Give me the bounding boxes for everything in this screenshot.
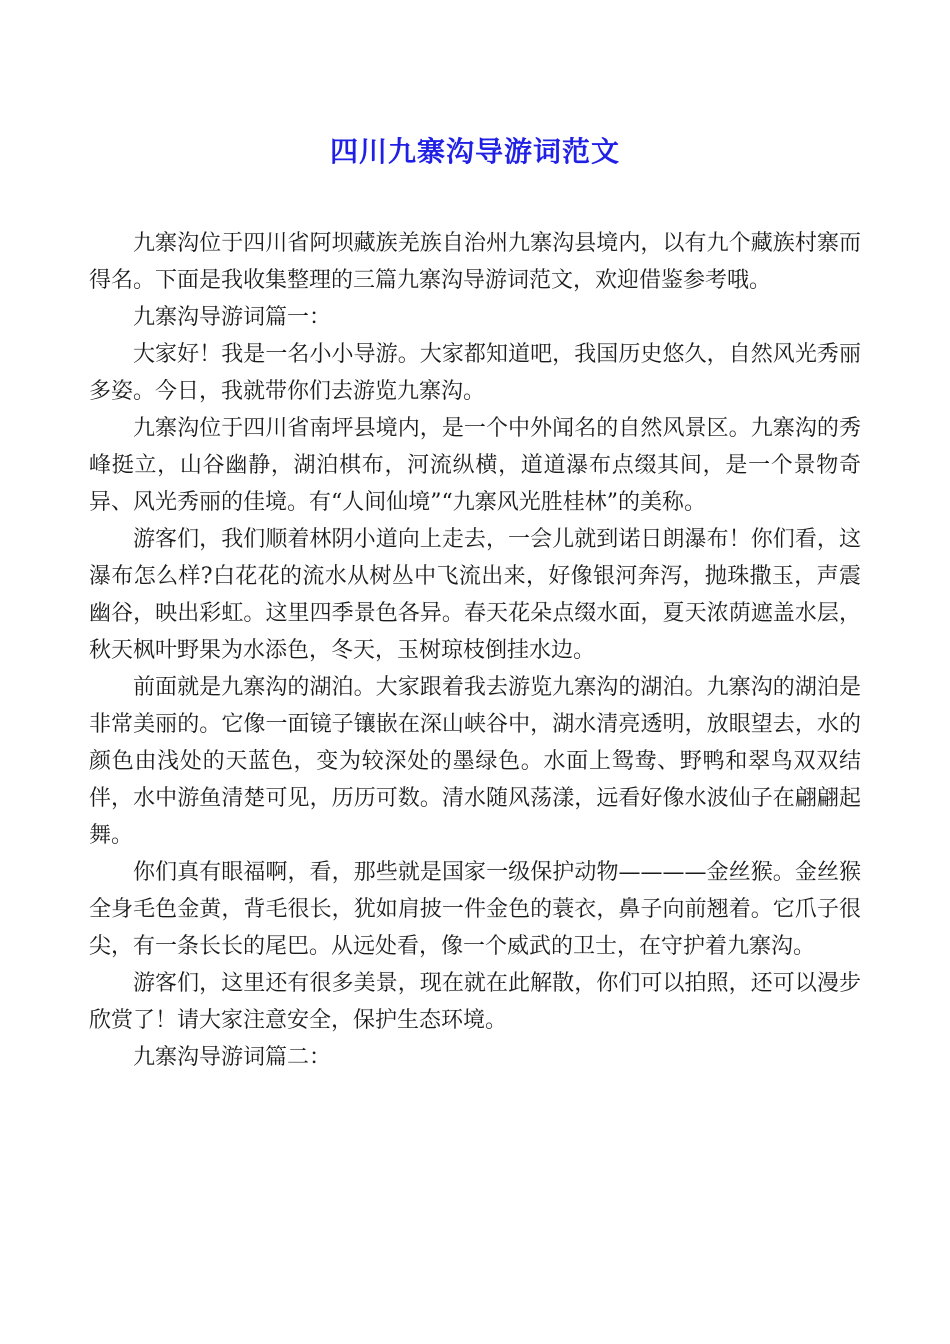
paragraph: 大家好！我是一名小小导游。大家都知道吧，我国历史悠久，自然风光秀丽多姿。今日，我就带你们去游览九寨沟。 <box>89 342 861 404</box>
paragraph: 九寨沟位于四川省南坪县境内，是一个中外闻名的自然风景区。九寨沟的秀峰挺立，山谷幽静，湖泊棋布，河流纵横，道道瀑布点缀其间，是一个景物奇异、风光秀丽的佳境。有“人间仙境”“九寨风光胜桂林”的美称。 <box>89 416 861 515</box>
paragraph-intro: 九寨沟位于四川省阿坝藏族羌族自治州九寨沟县境内，以有九个藏族村寨而得名。下面是我收集整理的三篇九寨沟导游词范文，欢迎借鉴参考哦。 <box>89 231 861 293</box>
document-body <box>89 225 861 1076</box>
section-heading-part-two: 九寨沟导游词篇二： <box>133 1045 332 1070</box>
paragraph: 游客们，我们顺着林阴小道向上走去，一会儿就到诺日朗瀑布！你们看，这瀑布怎么样?白花花的流水从树丛中飞流出来，好像银河奔泻，抛珠撒玉，声震幽谷，映出彩虹。这里四季景色各异。春天花朵点缀水面，夏天浓荫遮盖水层，秋天枫叶野果为水添色，冬天，玉树琼枝倒挂水边。 <box>89 527 861 663</box>
paragraph: 前面就是九寨沟的湖泊。大家跟着我去游览九寨沟的湖泊。九寨沟的湖泊是非常美丽的。它像一面镜子镶嵌在深山峡谷中，湖水清亮透明，放眼望去，水的颜色由浅处的天蓝色，变为较深处的墨绿色。水面上鸳鸯、野鸭和翠鸟双双结伴，水中游鱼清楚可见，历历可数。清水随风荡漾，远看好像水波仙子在翩翩起舞。 <box>89 675 861 848</box>
paragraph: 你们真有眼福啊，看，那些就是国家一级保护动物————金丝猴。金丝猴全身毛色金黄，背毛很长，犹如肩披一件金色的蓑衣，鼻子向前翘着。它爪子很尖，有一条长长的尾巴。从远处看，像一个威武的卫士，在守护着九寨沟。 <box>89 860 861 959</box>
section-heading-part-one: 九寨沟导游词篇一： <box>133 305 332 330</box>
document-title: 四川九寨沟导游词范文 <box>329 135 620 168</box>
paragraph: 游客们，这里还有很多美景，现在就在此解散，你们可以拍照，还可以漫步欣赏了！请大家注意安全，保护生态环境。 <box>89 971 861 1033</box>
